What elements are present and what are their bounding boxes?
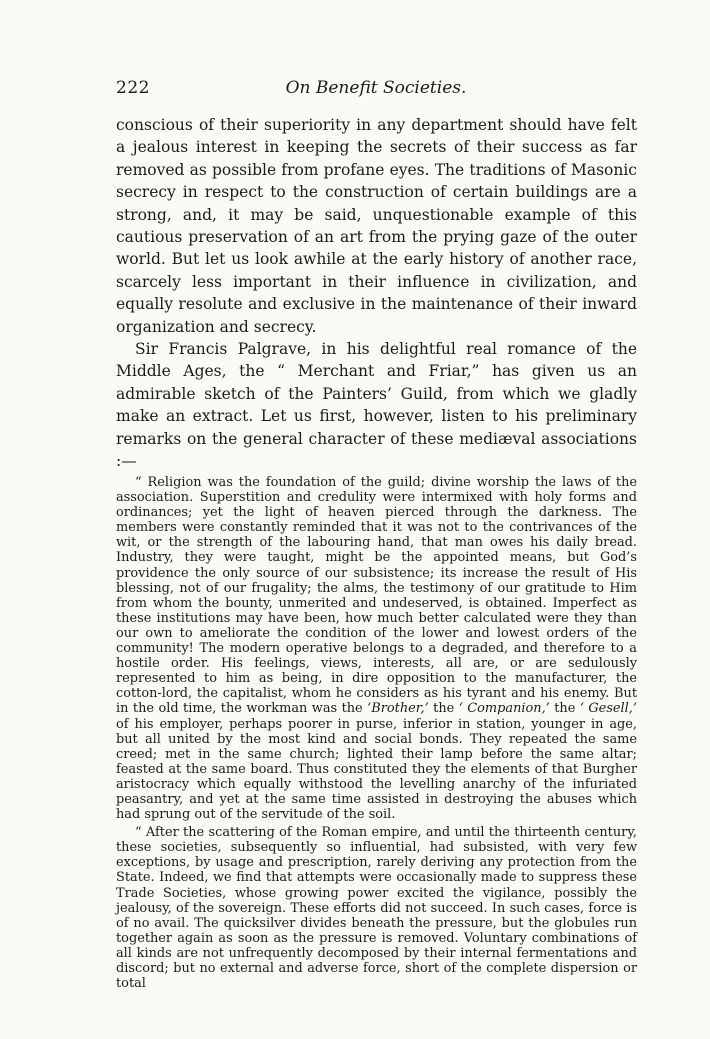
running-header	[116, 78, 636, 102]
quote-text: “ Religion was the foundation of the guild; divine worship the laws of the association. Superstition and credulity were intermixed with holy forms and ordinances; yet the light of heaven pierced through the darkness. The members were constantly reminded that it was not to the contrivances of the wit, or the strength of the labouring hand, that man owes his daily bread. Industry, they were taught, might be the appointed means, but God’s providence the only source of our subsistence; its increase the result of His blessing, not of our frugality; the alms, the testimony of our gratitude to Him from whom the bounty, unmerited and undeserved, is obtained. Imperfect as these institutions may have been, how much better calculated were they than our own to ameliorate the condition of the lower and lowest orders of the community! The modern operative belongs to a degraded, and therefore to a hostile order. His feelings, views, interests, all are, or are sedulously represented to him as being, in dire opposition to the manufacturer, the cotton-lord, the capitalist, whom he considers as his tyrant and his enemy. But in the old time, the workman was the	[116, 475, 637, 717]
block-quotation	[116, 475, 637, 991]
paragraph-1: conscious of their superiority in any department should have felt a jealous interest in keeping the secrets of their success as far removed as possible from profane eyes. The traditions of Masonic secrecy in respect to the construction of certain buildings are a strong, and, it may be said, unquestionable example of this cautious preservation of an art from the prying gaze of the outer world. But let us look awhile at the early history of another race, scarcely less important in their influence in civilization, and equally resolute and exclusive in the maintenance of their inward organization and secrecy.	[116, 116, 637, 336]
quote-italic-brother: ‘Brother,’	[367, 701, 429, 717]
running-title: On Benefit Societies.	[285, 78, 467, 98]
quote-italic-companion: ‘ Companion,’	[458, 701, 550, 717]
quote-text: of his employer, perhaps poorer in purse, inferior in station, younger in age, but all united by the most kind and social bonds. They repeated the same creed; met in the same church; lighted their lamp before the same altar; feasted at the same board. Thus constituted they the elements of that Burgher aristocracy which equally withstood the levelling anarchy of the infuriated peasantry, and yet at the same time assisted in destroying the abuses which had sprung out of the servitude of the soil.	[116, 716, 637, 823]
quote-paragraph-1	[116, 475, 637, 822]
quote-text: the	[549, 701, 580, 717]
page-number: 222	[116, 78, 150, 98]
quote-italic-gesell: ‘ Gesell,’	[579, 701, 637, 717]
quote-paragraph-2: “ After the scattering of the Roman empire, and until the thirteenth century, these societies, subsequently so influential, had subsisted, with very few exceptions, by usage and prescription, rarely deriving any protection from the State. Indeed, we find that attempts were occasionally made to suppress these Trade Societies, whose growing power excited the vigilance, possibly the jealousy, of the sovereign. These efforts did not succeed. In such cases, force is of no avail. The quicksilver divides beneath the pressure, but the globules run together again as soon as the pressure is removed. Voluntary combinations of all kinds are not unfrequently decomposed by their internal fermentations and discord; but no external and adverse force, short of the complete dispersion or total	[116, 825, 637, 992]
quote-text: the	[428, 701, 459, 717]
paragraph-2: Sir Francis Palgrave, in his delightful real romance of the Middle Ages, the “ Merchant and Friar,” has given us an admirable sketch of the Painters’ Guild, from which we gladly make an extract. Let us first, however, listen to his preliminary remarks on the general character of these mediæval associations :—	[116, 340, 637, 471]
main-text	[116, 114, 637, 473]
